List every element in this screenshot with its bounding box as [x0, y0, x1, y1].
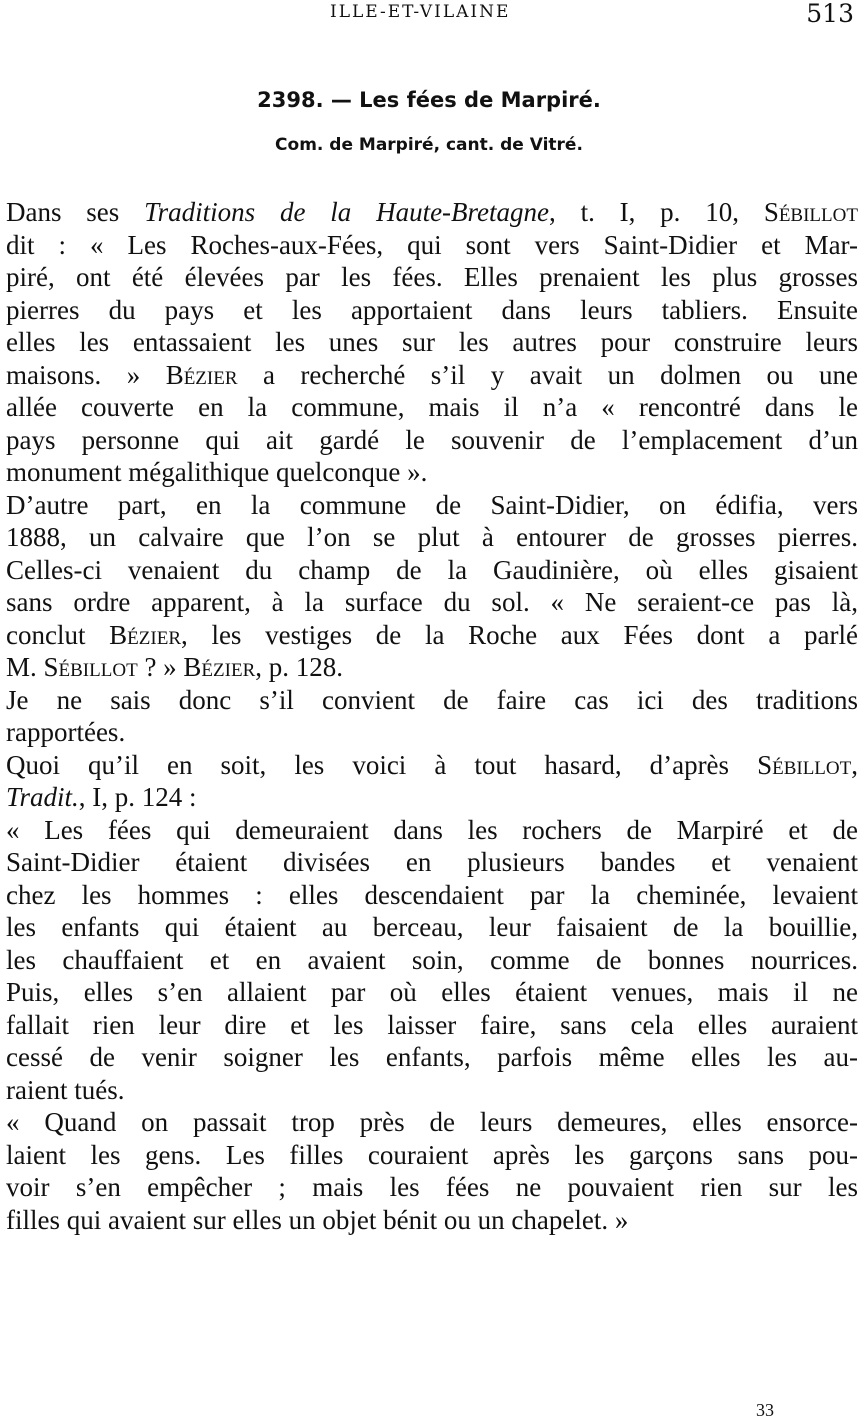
text-line: [6, 586, 858, 619]
text-line: [6, 846, 858, 879]
text-segment: pays personne qui ait gardé le souvenir de l’emplacement d’un: [6, 424, 858, 455]
text-segment: , I, p. 124 :: [78, 782, 197, 812]
body-text: [6, 196, 858, 1236]
text-line: [6, 1009, 858, 1042]
text-segment: D’autre part, en la commune de Saint-Didier, on édifia, vers: [6, 489, 858, 520]
text-line: [6, 781, 858, 814]
text-segment: elles les entassaient les unes sur les autres pour construire leurs: [6, 327, 858, 357]
text-line: [6, 229, 858, 262]
text-line: [6, 554, 858, 587]
signature-mark: 33: [756, 1400, 774, 1420]
text-segment: Bézier: [109, 619, 181, 650]
text-line: [6, 359, 858, 392]
text-segment: les chauffaient et en avaient soin, comme de bonnes nourrices.: [6, 944, 858, 975]
text-segment: , p. 128.: [255, 652, 343, 682]
text-line: [6, 651, 858, 684]
text-segment: cessé de venir soigner les enfants, parfois même elles les au-: [6, 1042, 858, 1072]
text-line: [6, 391, 858, 424]
text-segment: fallait rien leur dire et les laisser faire, sans cela elles auraient: [6, 1009, 858, 1040]
text-line: [6, 911, 858, 944]
text-line: [6, 1041, 858, 1074]
text-segment: M.: [6, 652, 44, 682]
text-line: [6, 814, 858, 847]
text-line: [6, 1074, 858, 1107]
page-header: [0, 2, 858, 26]
text-line: [6, 456, 858, 489]
text-segment: les enfants qui étaient au berceau, leur faisaient de la bouillie,: [6, 912, 858, 942]
text-line: [6, 976, 858, 1009]
text-segment: monument mégalithique quelconque ».: [6, 457, 428, 487]
text-segment: chez les hommes : elles descendaient par la cheminée, levaient: [6, 879, 858, 910]
text-segment: sans ordre apparent, à la surface du sol. « Ne seraient-ce pas là,: [6, 587, 858, 617]
text-segment: pierres du pays et les apportaient dans leurs tabliers. Ensuite: [6, 294, 858, 325]
text-segment: ? »: [137, 652, 184, 682]
text-segment: Sébillot: [757, 749, 852, 780]
text-segment: Tradit.: [6, 782, 79, 812]
text-line: [6, 1171, 858, 1204]
text-segment: « Quand on passait trop près de leurs demeures, elles ensorce-: [6, 1107, 858, 1137]
text-line: [6, 1106, 858, 1139]
entry-subtitle: Com. de Marpiré, cant. de Vitré.: [275, 135, 583, 155]
text-segment: Je ne sais donc s’il convient de faire cas ici des traditions: [6, 684, 858, 715]
text-line: [6, 521, 858, 554]
text-segment: laient les gens. Les filles couraient après les garçons sans pou-: [6, 1139, 858, 1170]
text-segment: maisons. »: [6, 359, 166, 390]
text-segment: a recherché s’il y avait un dolmen ou une: [237, 359, 858, 390]
text-segment: Bézier: [165, 359, 238, 390]
text-line: [6, 326, 858, 359]
text-line: [6, 261, 858, 294]
page-number: 513: [806, 0, 854, 28]
text-segment: , t. I, p. 10,: [549, 197, 764, 227]
text-segment: Celles-ci venaient du champ de la Gaudinière, où elles gisaient: [6, 554, 858, 585]
text-segment: rapportées.: [6, 717, 126, 747]
text-line: [6, 1204, 858, 1237]
text-line: [6, 944, 858, 977]
text-line: [6, 294, 858, 327]
text-segment: 1888, un calvaire que l’on se plut à entourer de grosses pierres.: [6, 522, 858, 552]
text-line: [6, 684, 858, 717]
running-title: ILLE-ET-VILAINE: [330, 2, 511, 22]
text-segment: voir s’en empêcher ; mais les fées ne pouvaient rien sur les: [6, 1172, 858, 1202]
text-segment: dit : « Les Roches-aux-Fées, qui sont vers Saint-Didier et Mar-: [6, 229, 858, 260]
text-segment: Puis, elles s’en allaient par où elles étaient venues, mais il ne: [6, 977, 858, 1007]
text-segment: Sébillot: [43, 652, 138, 682]
text-segment: Traditions de la Haute-Bretagne: [144, 197, 550, 227]
text-line: [6, 619, 858, 652]
text-segment: , les vestiges de la Roche aux Fées dont a parlé: [181, 619, 858, 650]
text-segment: Saint-Didier étaient divisées en plusieurs bandes et venaient: [6, 847, 858, 877]
text-line: [6, 196, 858, 229]
text-line: [6, 749, 858, 782]
text-segment: raient tués.: [6, 1074, 125, 1105]
text-segment: Quoi qu’il en soit, les voici à tout hasard, d’après: [6, 749, 758, 780]
text-segment: filles qui avaient sur elles un objet bénit ou un chapelet. »: [6, 1204, 629, 1235]
text-line: [6, 716, 858, 749]
text-line: [6, 1139, 858, 1172]
text-segment: piré, ont été élevées par les fées. Elles prenaient les plus grosses: [6, 262, 858, 292]
text-line: [6, 879, 858, 912]
text-segment: Bézier: [183, 652, 256, 682]
text-segment: conclut: [6, 619, 110, 650]
text-segment: allée couverte en la commune, mais il n’a « rencontré dans le: [6, 392, 858, 422]
text-line: [6, 424, 858, 457]
text-segment: « Les fées qui demeuraient dans les rochers de Marpiré et de: [6, 814, 858, 845]
entry-title: 2398. — Les fées de Marpiré.: [257, 88, 601, 112]
text-segment: Dans ses: [6, 197, 145, 227]
text-line: [6, 489, 858, 522]
text-segment: ,: [851, 749, 858, 780]
text-segment: Sébillot: [763, 197, 858, 227]
